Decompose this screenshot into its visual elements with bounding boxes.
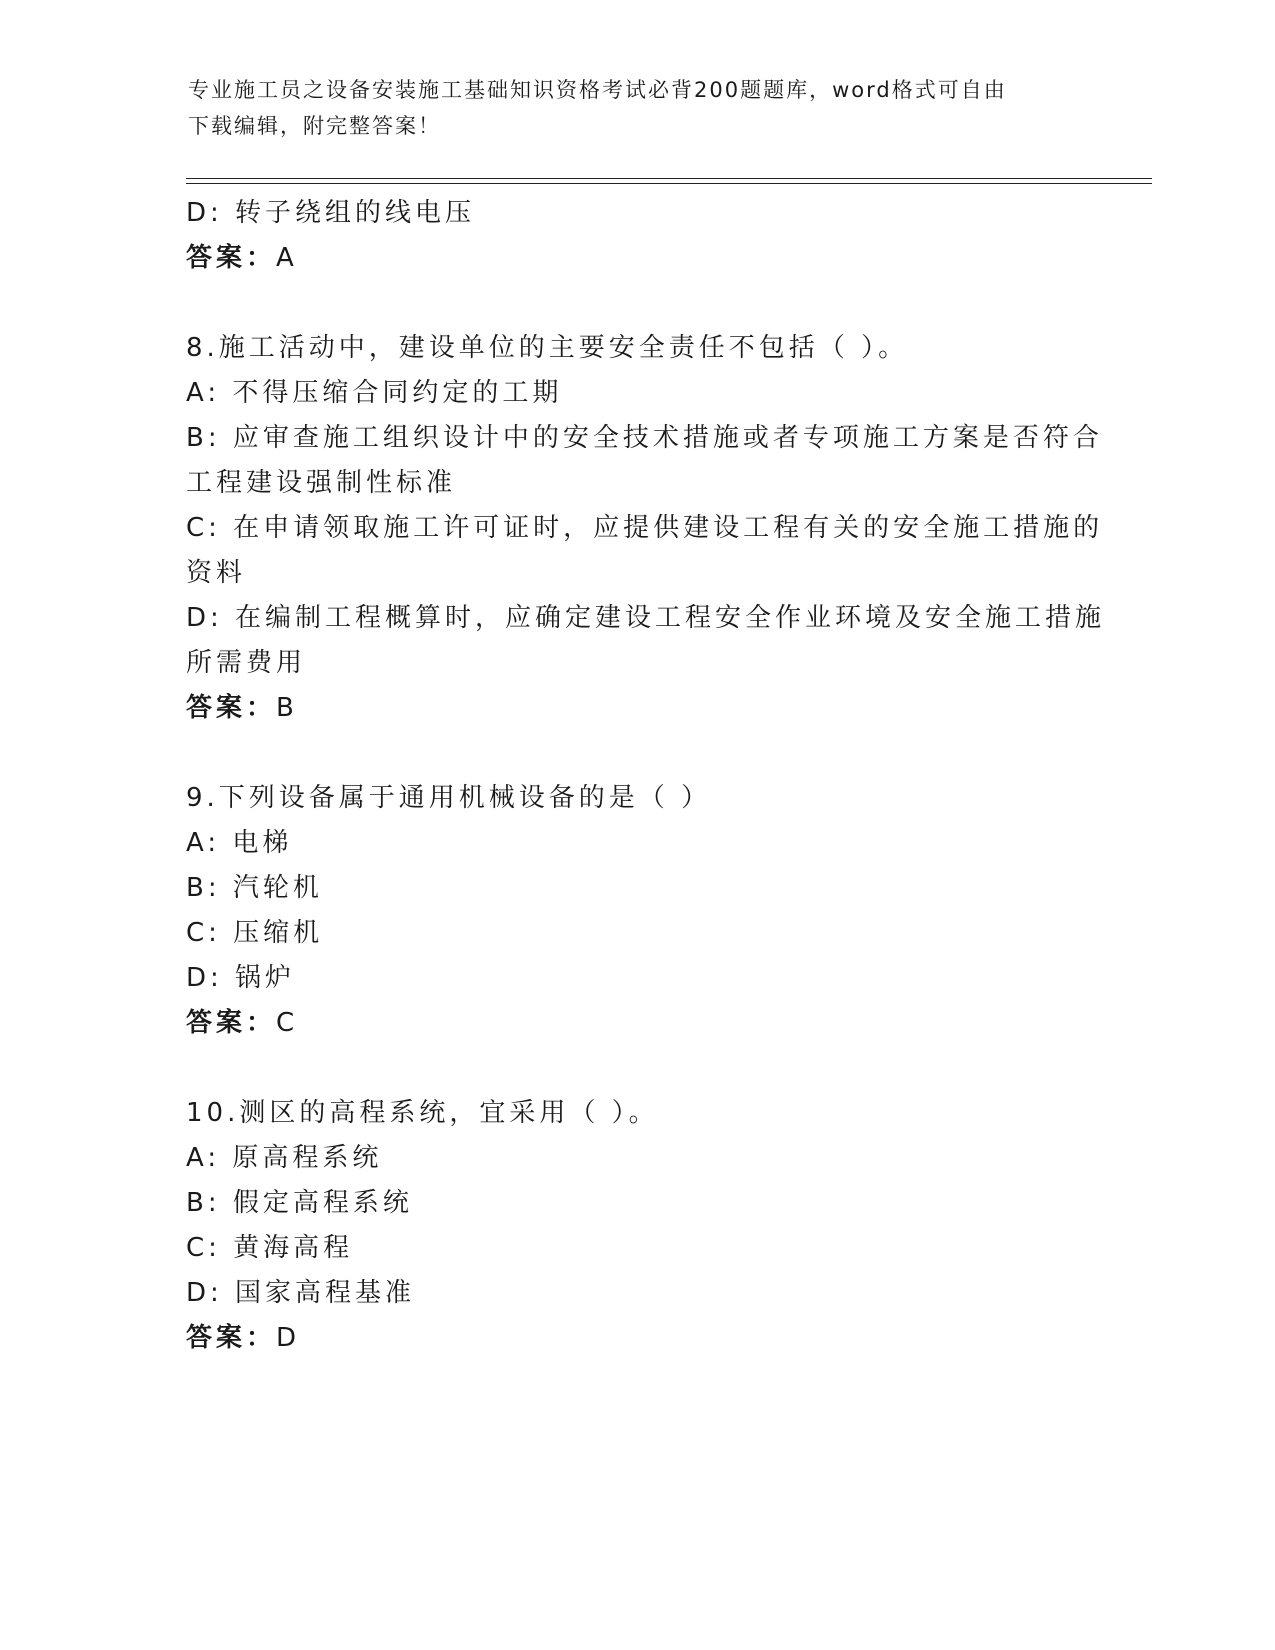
answer-value: D <box>276 1323 301 1353</box>
question-8-answer <box>186 686 1086 731</box>
question-8-option-d-line-2: 所需费用 <box>186 648 307 678</box>
question-9-stem: 9.下列设备属于通用机械设备的是（ ） <box>186 783 712 813</box>
answer-value: A <box>276 243 298 273</box>
question-9-option-d: D: 锅炉 <box>186 963 296 993</box>
question-10-option-c: C: 黄海高程 <box>186 1233 354 1263</box>
question-10-option-a: A: 原高程系统 <box>186 1143 383 1173</box>
answer-label: 答案： <box>186 1008 277 1038</box>
prev-option-d: D: 转子绕组的线电压 <box>186 198 476 228</box>
answer-label: 答案： <box>186 693 277 723</box>
answer-label: 答案： <box>186 1323 277 1353</box>
spacer <box>186 731 1086 776</box>
question-8-option-c-line-2: 资料 <box>186 558 247 588</box>
question-8-stem: 8.施工活动中，建设单位的主要安全责任不包括（ ）。 <box>186 333 909 363</box>
answer-value: C <box>276 1008 299 1038</box>
question-10-option-b: B: 假定高程系统 <box>186 1188 413 1218</box>
question-9-answer <box>186 1001 1086 1046</box>
document-header <box>188 72 1068 144</box>
header-divider-bottom <box>186 183 1152 184</box>
question-9-option-c: C: 压缩机 <box>186 918 324 948</box>
answer-value: B <box>276 693 298 723</box>
question-8-option-b-line-1: B: 应审查施工组织设计中的安全技术措施或者专项施工方案是否符合 <box>186 423 1103 453</box>
prev-answer <box>186 236 1086 281</box>
answer-label: 答案： <box>186 243 277 273</box>
question-10-answer <box>186 1316 1086 1361</box>
question-8-option-c-line-1: C: 在申请领取施工许可证时，应提供建设工程有关的安全施工措施的 <box>186 513 1104 543</box>
header-line-1: 专业施工员之设备安装施工基础知识资格考试必背200题题库，word格式可自由 <box>188 78 1007 102</box>
question-9-option-a: A: 电梯 <box>186 828 293 858</box>
spacer <box>186 281 1086 326</box>
header-line-2: 下载编辑，附完整答案！ <box>188 114 441 138</box>
question-10-stem: 10.测区的高程系统，宜采用（ ）。 <box>186 1098 659 1128</box>
question-10-option-d: D: 国家高程基准 <box>186 1278 416 1308</box>
question-8-option-a: A: 不得压缩合同约定的工期 <box>186 378 563 408</box>
question-8-option-d-line-1: D: 在编制工程概算时，应确定建设工程安全作业环境及安全施工措施 <box>186 603 1106 633</box>
spacer <box>186 1046 1086 1091</box>
header-divider-top <box>186 178 1152 179</box>
question-content <box>186 191 1106 1361</box>
question-9-option-b: B: 汽轮机 <box>186 873 323 903</box>
question-8-option-b-line-2: 工程建设强制性标准 <box>186 468 457 498</box>
